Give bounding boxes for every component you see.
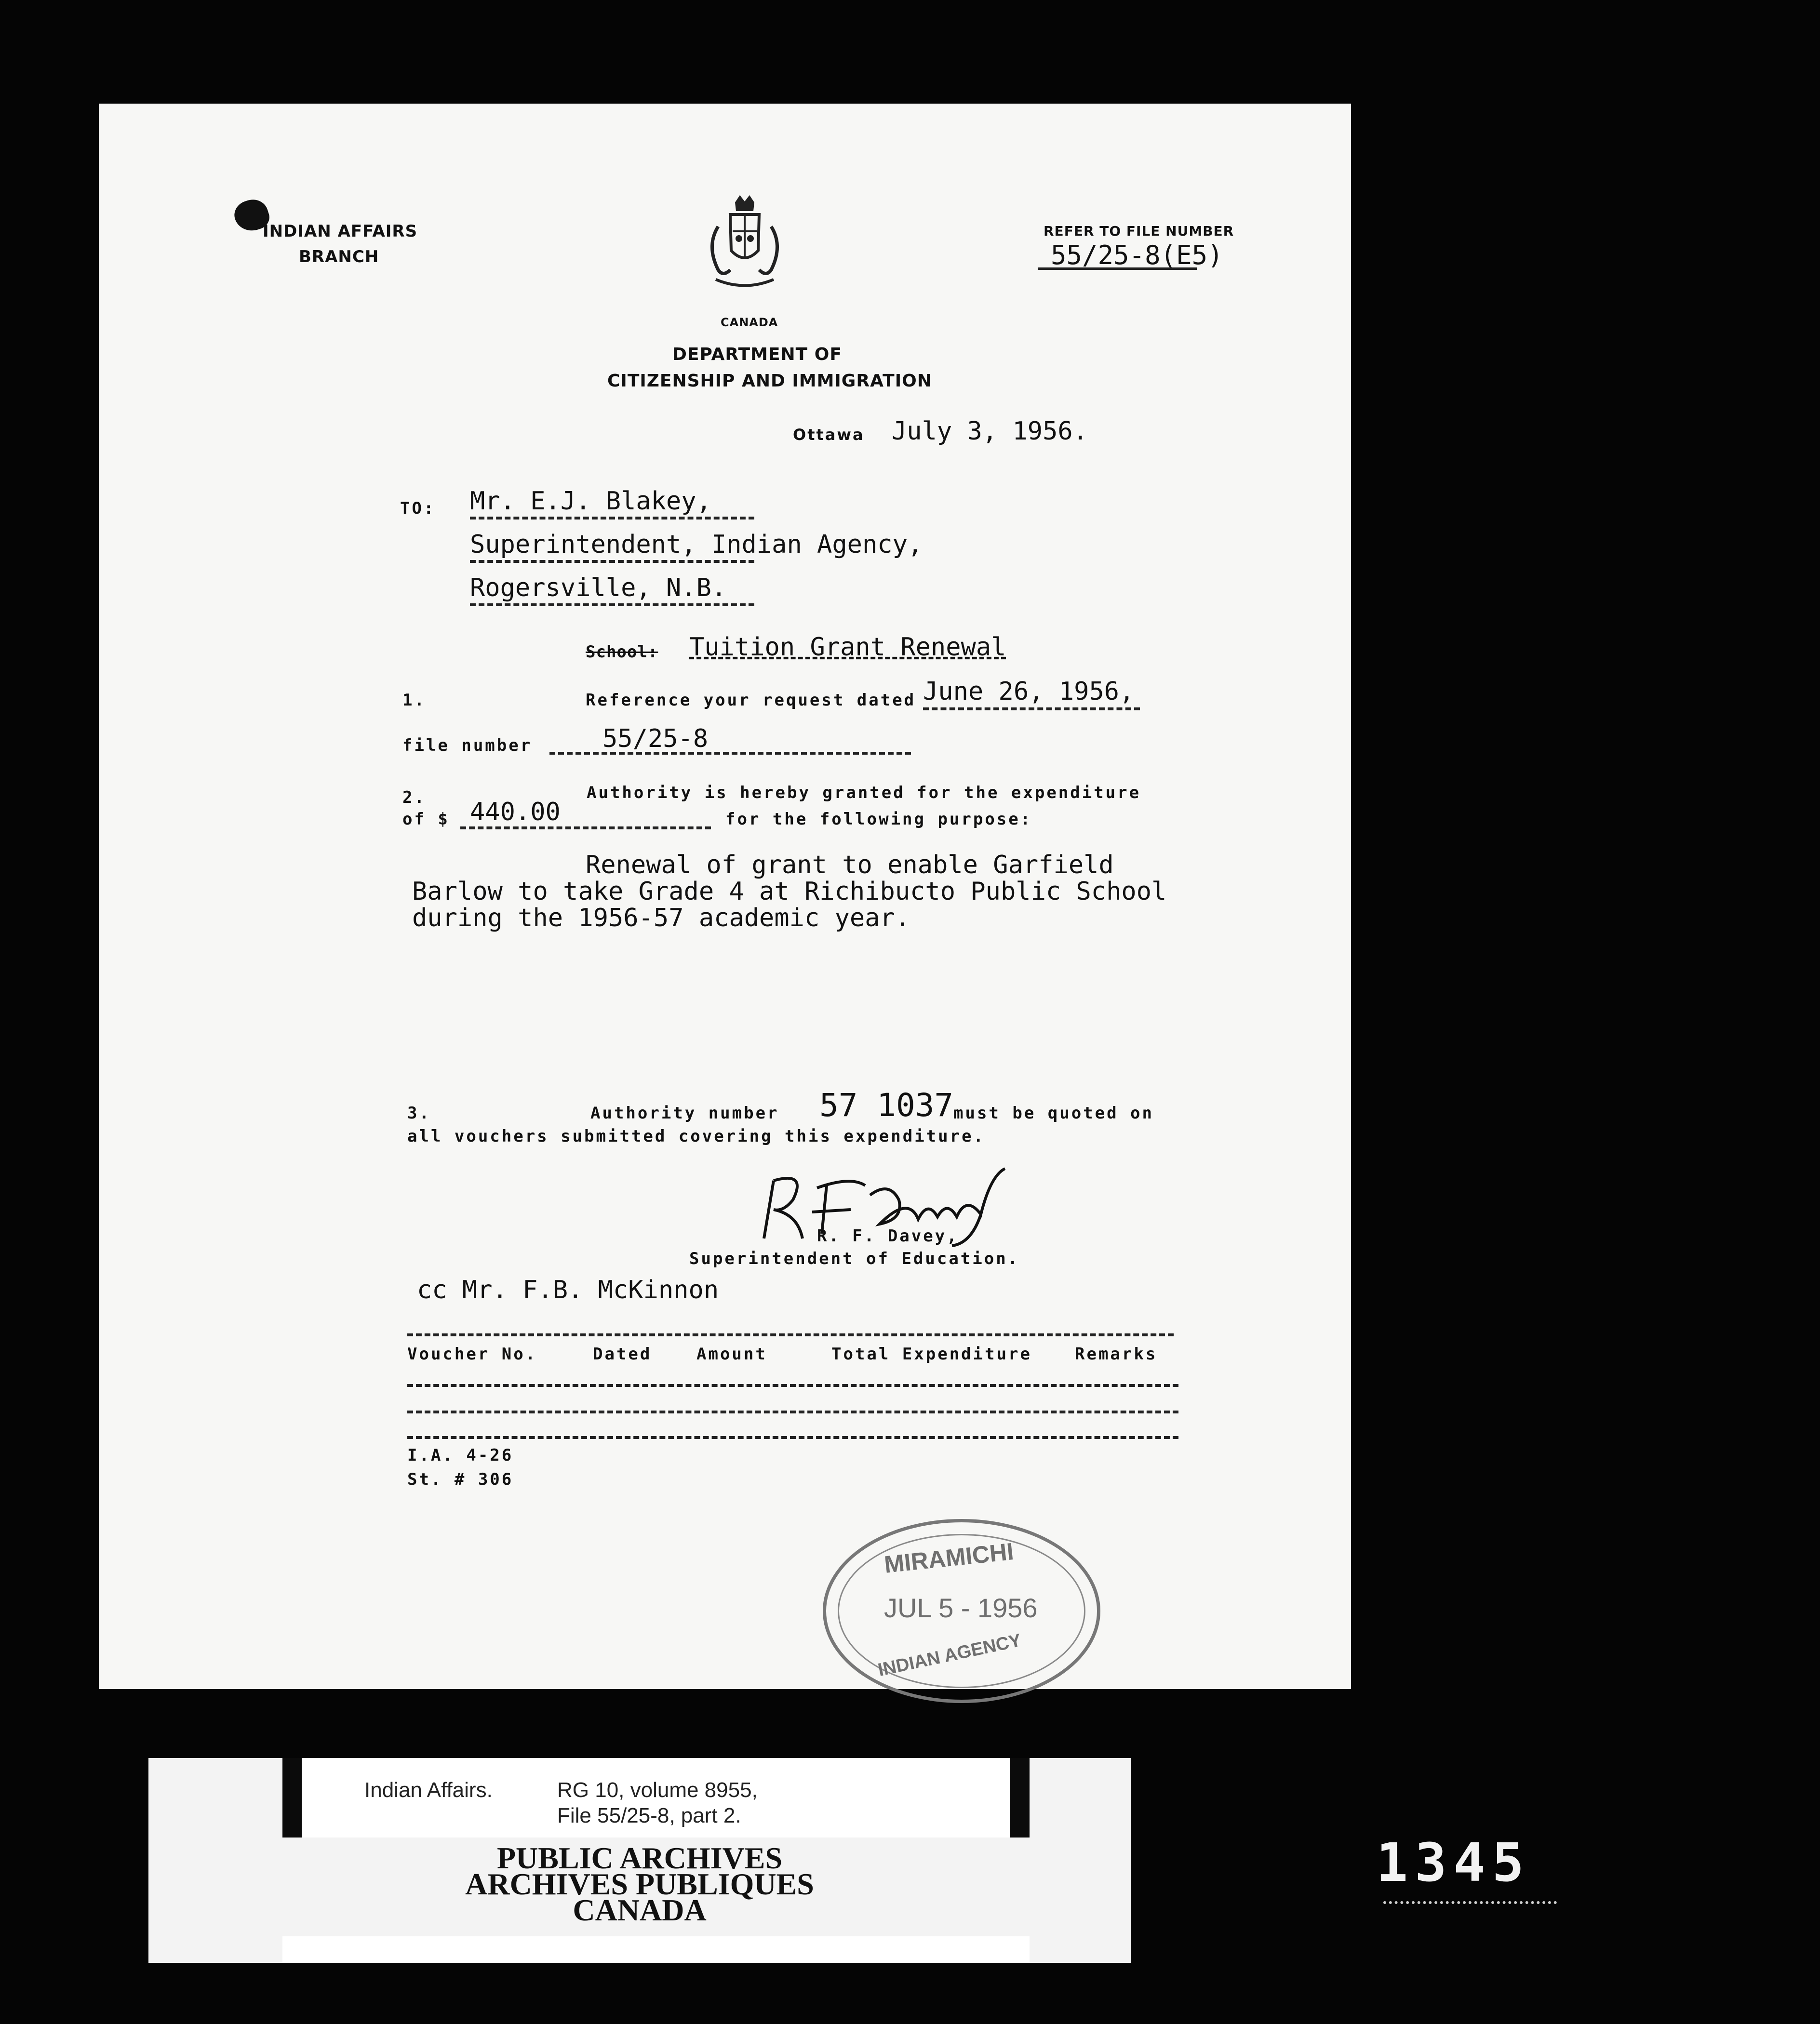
- item3-text-a: Authority number: [590, 1104, 779, 1123]
- to-label: TO:: [400, 499, 436, 518]
- voucher-row-rule-1: [407, 1384, 1178, 1387]
- archive-title-line3: CANADA: [573, 1893, 707, 1927]
- voucher-header-voucher-no: Voucher No.: [407, 1345, 537, 1364]
- frame-number-ticks: [1383, 1901, 1557, 1909]
- addressee-line1-rule: [470, 517, 754, 519]
- voucher-header-amount: Amount: [696, 1345, 767, 1364]
- voucher-header-dated: Dated: [593, 1345, 652, 1364]
- item2-text-b: for the following purpose:: [725, 810, 1032, 829]
- branch-line2: BRANCH: [299, 247, 379, 266]
- item3-text-c: all vouchers submitted covering this expenditure.: [407, 1127, 986, 1146]
- voucher-table-top-rule: [407, 1333, 1174, 1336]
- archive-bottom-band: [282, 1936, 1030, 1963]
- voucher-row-rule-3: [407, 1436, 1178, 1439]
- file-number-rule: [549, 752, 911, 755]
- addressee-line3-rule: [470, 603, 754, 606]
- document-page: [99, 104, 1351, 1689]
- signatory-name: R. F. Davey,: [817, 1226, 959, 1246]
- voucher-row-rule-2: [407, 1411, 1178, 1413]
- refer-file-label: REFER TO FILE NUMBER: [1044, 223, 1234, 239]
- addressee-line3: Rogersville, N.B.: [470, 573, 727, 602]
- archive-reference-line1: RG 10, volume 8955,: [557, 1778, 758, 1802]
- country-label: CANADA: [721, 316, 778, 329]
- addressee-line1: Mr. E.J. Blakey,: [470, 487, 711, 516]
- authority-number: 57 1037: [819, 1087, 954, 1124]
- subject-text: Tuition Grant Renewal: [689, 633, 1006, 662]
- purpose-line1: Renewal of grant to enable Garfield: [586, 851, 1114, 879]
- item3-number: 3.: [407, 1104, 431, 1123]
- purpose-line2: Barlow to take Grade 4 at Richibucto Public School: [412, 877, 1167, 906]
- subject-struck-label: School:: [586, 642, 658, 662]
- form-code-line2: St. # 306: [407, 1470, 514, 1489]
- item1-date: June 26, 1956,: [923, 677, 1135, 706]
- cc-line: cc Mr. F.B. McKinnon: [417, 1276, 719, 1305]
- purpose-line3: during the 1956-57 academic year.: [412, 904, 910, 932]
- signatory-title: Superintendent of Education.: [689, 1249, 1020, 1268]
- branch-line1: INDIAN AFFAIRS: [263, 222, 418, 241]
- letter-date: July 3, 1956.: [892, 417, 1088, 446]
- archive-collection: Indian Affairs.: [364, 1778, 493, 1802]
- refer-file-number: 55/25-8(E5): [1051, 240, 1223, 270]
- item1-date-rule: [923, 707, 1140, 710]
- voucher-header-total-expenditure: Total Expenditure: [831, 1345, 1032, 1364]
- refer-underline: [1038, 267, 1197, 270]
- item2-amount: 440.00: [470, 798, 561, 826]
- file-number-label: file number: [402, 736, 533, 755]
- archive-title-line1: PUBLIC ARCHIVES: [496, 1841, 783, 1875]
- item2-amount-rule: [460, 826, 711, 829]
- addressee-line2-rule: [470, 560, 754, 563]
- department-line2: CITIZENSHIP AND IMMIGRATION: [607, 371, 932, 391]
- department-line1: DEPARTMENT OF: [672, 345, 842, 364]
- stamp-top-text: MIRAMICHI: [883, 1538, 1015, 1578]
- item1-number: 1.: [402, 691, 426, 710]
- item2-number: 2.: [402, 788, 426, 807]
- coat-of-arms-icon: [696, 193, 793, 308]
- stamp-bottom-text: INDIAN AGENCY: [876, 1630, 1023, 1681]
- place-label: Ottawa: [793, 426, 865, 444]
- item2-text-a: Authority is hereby granted for the expenditure: [587, 783, 1141, 802]
- archive-reference-box: [282, 1758, 1030, 1838]
- form-code-line1: I.A. 4-26: [407, 1446, 514, 1465]
- item2-of-label: of $: [402, 810, 450, 829]
- frame-number: 1345: [1376, 1832, 1531, 1893]
- voucher-header-remarks: Remarks: [1075, 1345, 1158, 1364]
- archive-reference-line2: File 55/25-8, part 2.: [557, 1804, 741, 1827]
- archive-label: [148, 1758, 1131, 1963]
- file-number-value: 55/25-8: [602, 724, 709, 753]
- stamp-date: JUL 5 - 1956: [884, 1593, 1038, 1623]
- item1-text: Reference your request dated: [586, 691, 916, 710]
- item3-text-b: must be quoted on: [953, 1104, 1154, 1123]
- addressee-line2: Superintendent, Indian Agency,: [470, 530, 923, 559]
- received-stamp: [823, 1519, 1100, 1703]
- archive-title-line2: ARCHIVES PUBLIQUES: [465, 1867, 814, 1901]
